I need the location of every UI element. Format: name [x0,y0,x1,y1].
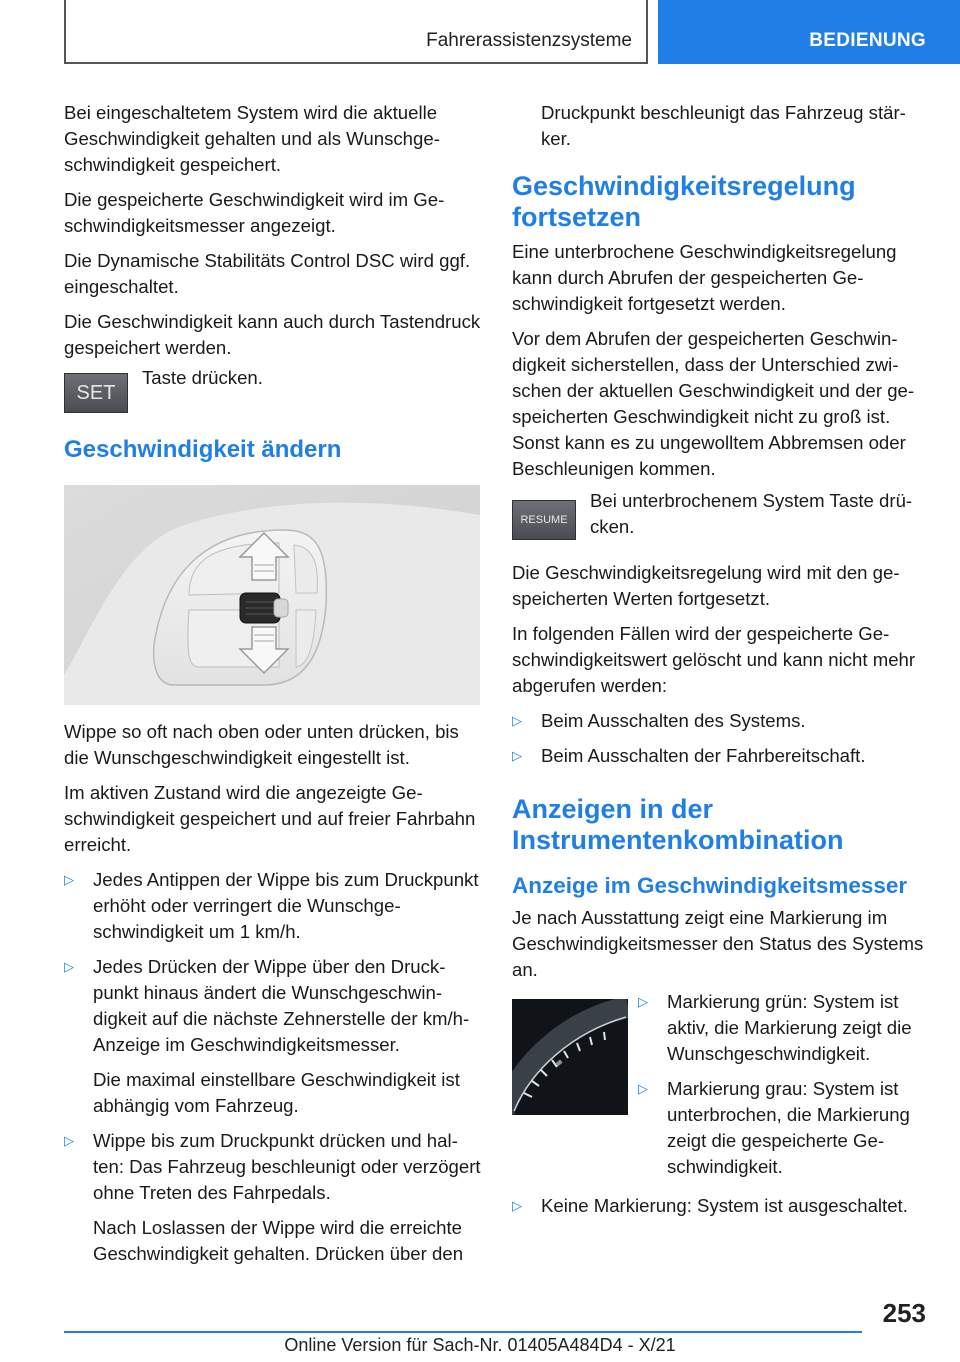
page-header [0,0,960,66]
paragraph: Die Dynamische Stabilitäts Control DSC wird ggf. eingeschaltet. [64,250,471,297]
subsection-heading-speedometer: Anzeige im Geschwindigkeitsmesser [512,873,908,898]
list-item: ▷ Beim Ausschalten der Fahrbereitschaft. [512,743,926,769]
section-tab [64,0,648,64]
right-column [512,100,926,1228]
section-heading-continue: Geschwindigkeitsregelung fortsetzen [512,171,856,232]
paragraph: Eine unterbrochene Geschwindigkeitsregelung kann durch Abrufen der gespeicherten Geschwindigkeit fortgesetzt werden. [512,241,897,314]
triangle-bullet-icon: ▷ [638,1081,648,1096]
triangle-bullet-icon: ▷ [512,1198,522,1213]
chapter-title: BEDIENUNG [809,30,926,51]
paragraph: Die Geschwindigkeitsregelung wird mit den gespeicherten Werten fortgesetzt. [512,562,900,609]
speedometer-block [512,991,926,1193]
triangle-bullet-icon: ▷ [64,1133,74,1148]
resume-instruction: Bei unterbrochenem System Taste drücken. [590,490,913,537]
set-button-icon: SET [64,373,128,413]
paragraph: Bei eingeschaltetem System wird die aktuelle Geschwindigkeit gehalten und als Wunschgeschwindigkeit gespeichert. [64,102,440,175]
marker-bullet-list [638,989,926,1189]
paragraph: Die Geschwindigkeit kann auch durch Tastendruck gespeichert werden. [64,311,481,358]
section-heading-change-speed: Geschwindigkeit ändern [64,436,342,463]
reset-bullet-list [512,708,926,769]
steering-wheel-icon [64,485,480,705]
paragraph: Die gespeicherte Geschwindigkeit wird im Geschwindigkeitsmesser angezeigt. [64,189,445,236]
rocker-bullet-list [64,867,482,1267]
paragraph: Im aktiven Zustand wird die angezeigte Geschwindigkeit gespeichert und auf freier Fahrbahn erreicht. [64,782,476,855]
list-item: ▷ Jedes Antippen der Wippe bis zum Druckpunkt erhöht oder verringert die Wunschgeschwindigkeit um 1 km/h. [64,869,479,942]
paragraph-continued: Druckpunkt beschleunigt das Fahrzeug stärker. [541,102,906,149]
paragraph: Wippe so oft nach oben oder unten drücken, bis die Wunschgeschwindigkeit eingestellt ist. [64,721,459,768]
list-item: ▷ Markierung grau: System ist unterbrochen, die Markierung zeigt die gespeicherte Geschwindigkeit. [638,1078,910,1177]
section-title: Fahrerassistenzsysteme [426,30,632,51]
list-item: ▷ Jedes Drücken der Wippe über den Druckpunkt hinaus ändert die Wunschgeschwindigkeit auf die nächste Zehnerstelle der km/h-Anzeige im Geschwindigkeitsmesser. Die maximal einstellbare Geschwindigkeit ist abhängig vom Fahrzeug. [64,954,482,1119]
list-item: ▷ Keine Markierung: System ist ausgeschaltet. [512,1193,926,1219]
paragraph: Vor dem Abrufen der gespeicherten Geschwindigkeit sicherstellen, dass der Unterschied zwischen der aktuellen Geschwindigkeit und der gespeicherten Geschwindigkeit nicht zu groß ist. Sonst kann es zu ungewolltem Abbremsen oder Beschleunigen kommen. [512,328,915,479]
bullet-note: Die maximal einstellbare Geschwindigkeit ist abhängig vom Fahrzeug. [93,1069,460,1116]
triangle-bullet-icon: ▷ [512,713,522,728]
set-button-block [64,367,482,437]
triangle-bullet-icon: ▷ [638,994,648,1009]
rocker-switch-illustration [64,485,480,705]
resume-button-icon: RESUME [512,500,576,540]
triangle-bullet-icon: ▷ [512,748,522,763]
section-heading-display: Anzeigen in der Instrumentenkombination [512,794,844,855]
set-instruction: Taste drücken. [142,367,263,388]
footer-version-text: Online Version für Sach-Nr. 01405A484D4 - X/21 [284,1335,676,1355]
list-item: ▷ Beim Ausschalten des Systems. [512,708,926,734]
paragraph: In folgenden Fällen wird der gespeicherte Geschwindigkeitswert gelöscht und kann nicht mehr abgerufen werden: [512,623,916,696]
bullet-note: Nach Loslassen der Wippe wird die erreichte Geschwindigkeit gehalten. Drücken über den [93,1217,464,1264]
resume-button-block [512,492,926,552]
left-column [64,100,482,1276]
chapter-tab [658,0,960,64]
page-number: 253 [882,1298,926,1328]
triangle-bullet-icon: ▷ [64,959,74,974]
paragraph: Je nach Ausstattung zeigt eine Markierung im Geschwindigkeitsmesser den Status des Systems an. [512,907,924,980]
triangle-bullet-icon: ▷ [64,872,74,887]
list-item: ▷ Markierung grün: System ist aktiv, die Markierung zeigt die Wunschgeschwindigkeit. [638,991,912,1064]
footer-divider [64,1331,862,1333]
off-bullet-list [512,1193,926,1219]
speedometer-icon [512,999,628,1115]
list-item: ▷ Wippe bis zum Druckpunkt drücken und halten: Das Fahrzeug beschleunigt oder verzögert ohne Treten des Fahrpedals. Nach Loslassen der Wippe wird die erreichte Geschwindigkeit gehalten. Drücken über den [64,1128,482,1267]
